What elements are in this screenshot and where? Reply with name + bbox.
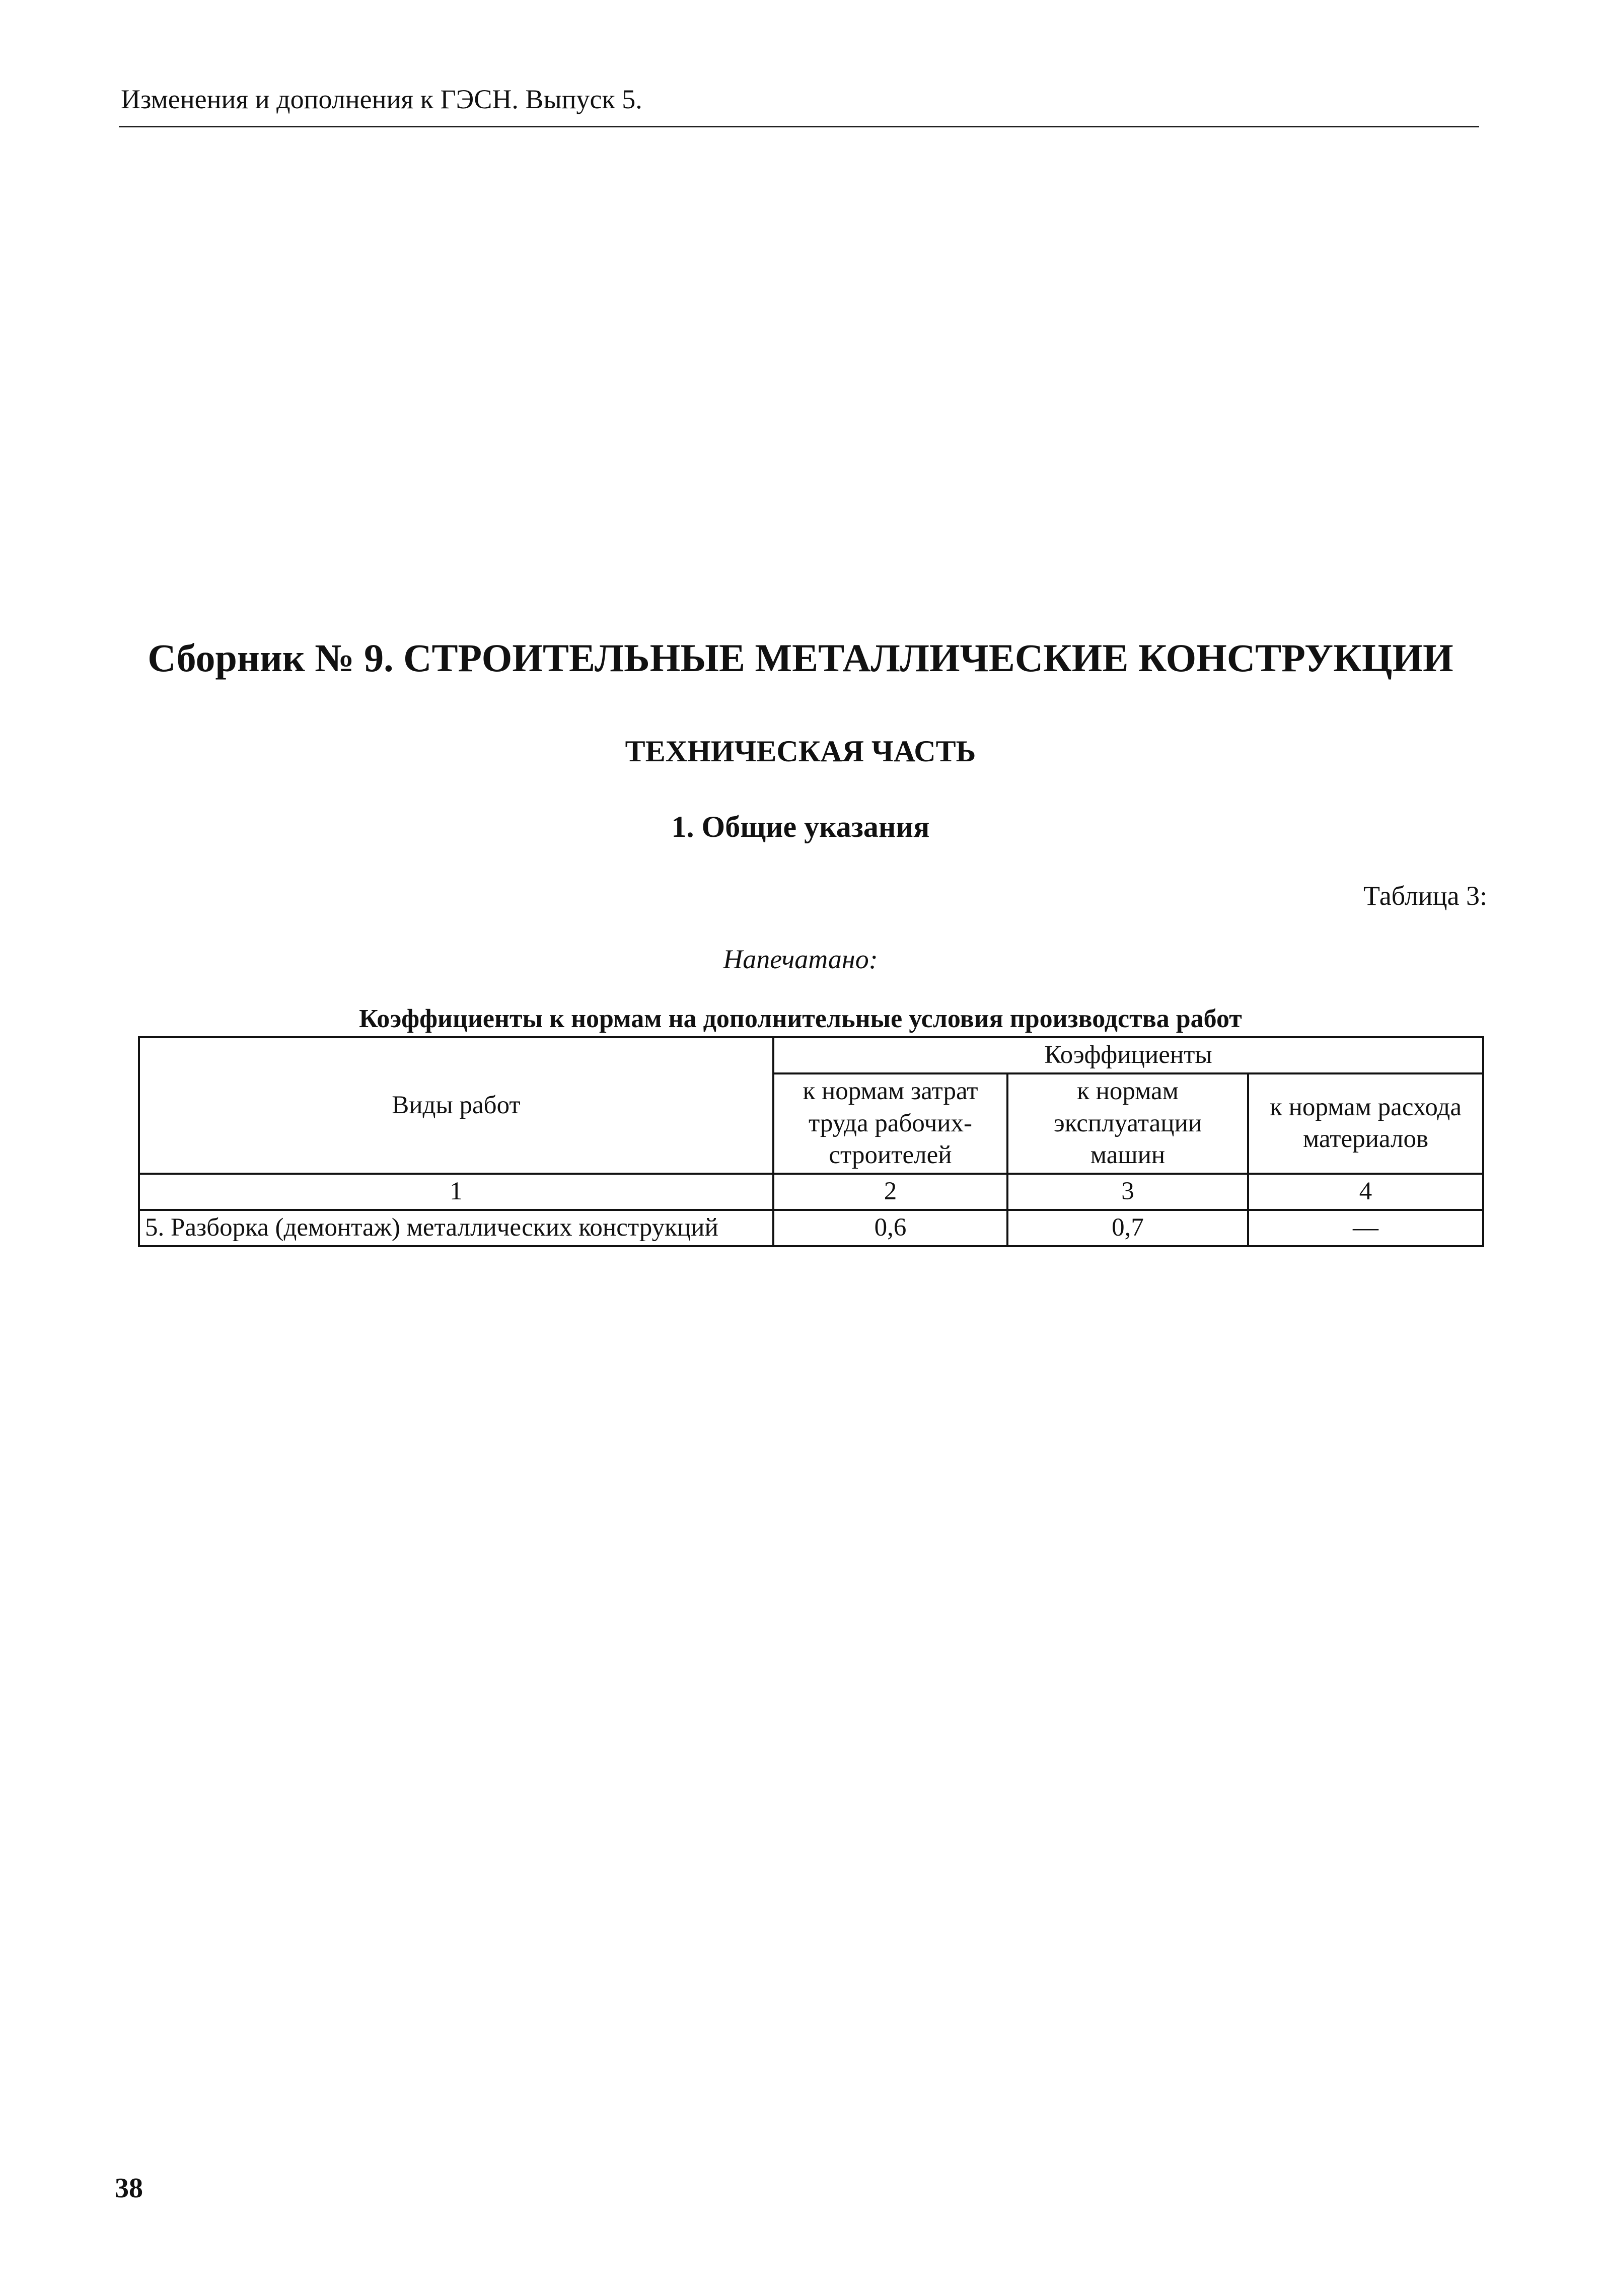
- coefficients-table: [138, 1036, 1484, 1247]
- header-machines: к нормам эксплуатации машин: [1007, 1073, 1248, 1174]
- table-label: Таблица 3:: [1363, 881, 1487, 911]
- cell-materials: —: [1248, 1210, 1483, 1246]
- column-number: 2: [773, 1174, 1007, 1210]
- collection-title: Сборник № 9. СТРОИТЕЛЬНЫЕ МЕТАЛЛИЧЕСКИЕ КОНСТРУКЦИИ: [148, 636, 1453, 680]
- cell-machines: 0,7: [1007, 1210, 1248, 1246]
- cell-labor: 0,6: [773, 1210, 1007, 1246]
- header-coefficients: Коэффициенты: [773, 1037, 1483, 1073]
- column-number: 3: [1007, 1174, 1248, 1210]
- header-materials: к нормам расхода материалов: [1248, 1073, 1483, 1174]
- table-header-row: [139, 1037, 1483, 1073]
- cell-work-type: 5. Разборка (демонтаж) металлических конструкций: [139, 1210, 773, 1246]
- table-row: [139, 1210, 1483, 1246]
- section-title: 1. Общие указания: [671, 810, 930, 843]
- column-number: 1: [139, 1174, 773, 1210]
- printed-note: Напечатано:: [723, 944, 878, 974]
- page-number: 38: [115, 2173, 143, 2204]
- header-work-types: Виды работ: [139, 1037, 773, 1174]
- header-rule: [119, 126, 1479, 127]
- table-number-row: [139, 1174, 1483, 1210]
- part-title: ТЕХНИЧЕСКАЯ ЧАСТЬ: [625, 735, 976, 768]
- column-number: 4: [1248, 1174, 1483, 1210]
- header-labor: к нормам затрат труда рабочих-строителей: [773, 1073, 1007, 1174]
- table-caption: Коэффициенты к нормам на дополнительные условия производства работ: [359, 1004, 1242, 1033]
- running-header: Изменения и дополнения к ГЭСН. Выпуск 5.: [121, 84, 642, 114]
